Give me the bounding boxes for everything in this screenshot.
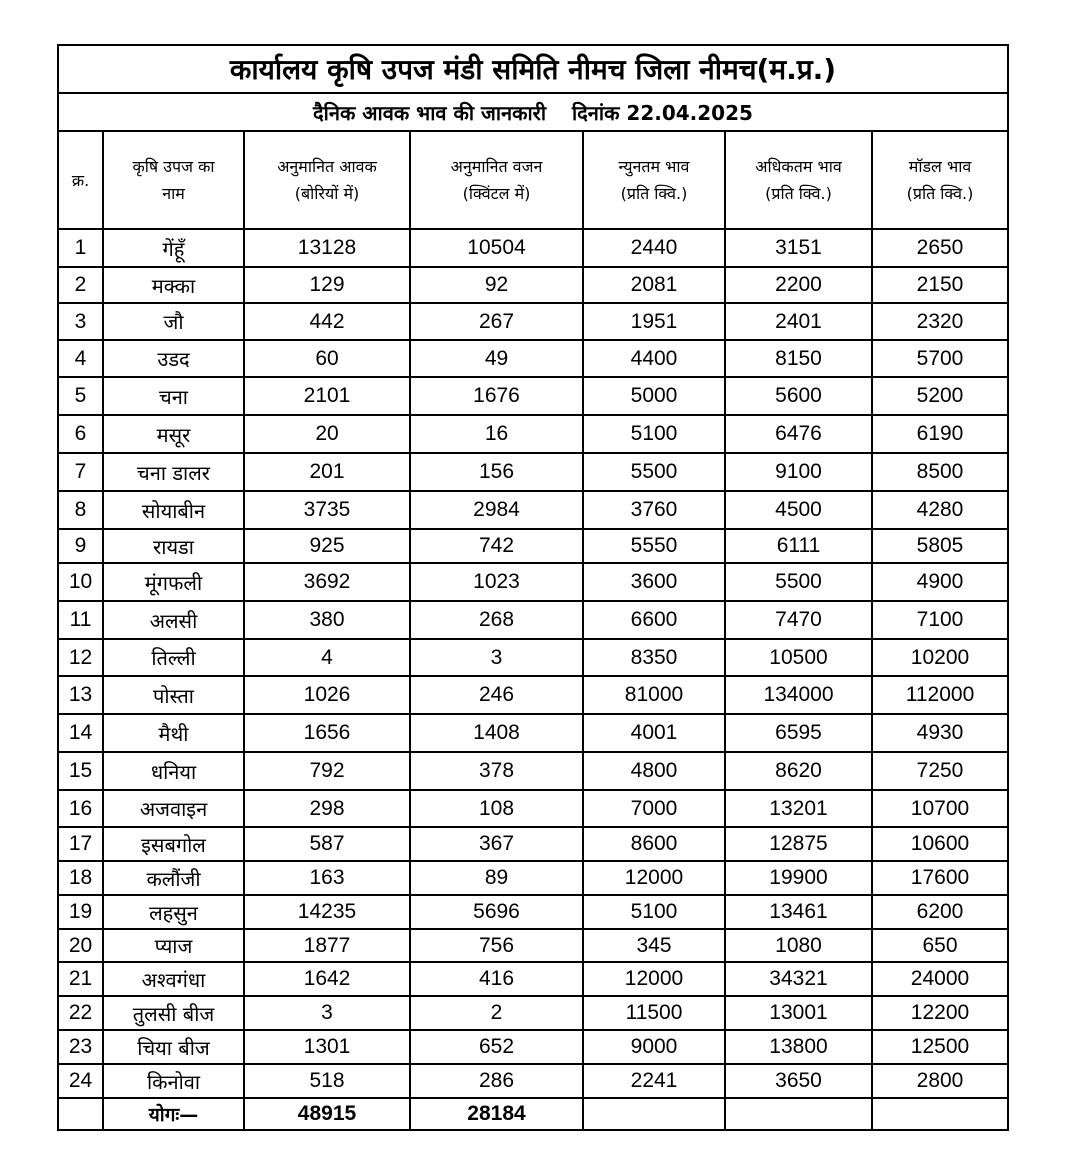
header-model-price: मॉडल भाव (प्रति क्वि.) <box>872 131 1008 229</box>
produce-name-cell: जौ <box>103 303 244 340</box>
min-price-cell: 2440 <box>583 229 725 267</box>
produce-name-cell: चना <box>103 377 244 415</box>
weight-cell: 268 <box>410 601 583 639</box>
table-row <box>58 752 1008 790</box>
weight-cell: 267 <box>410 303 583 340</box>
arrival-cell: 60 <box>244 340 410 377</box>
model-price-cell: 7100 <box>872 601 1008 639</box>
produce-name-cell: मैथी <box>103 714 244 752</box>
produce-name-cell: अजवाइन <box>103 790 244 827</box>
page-title: कार्यालय कृषि उपज मंडी समिति नीमच जिला नीमच(म.प्र.) <box>58 45 1008 93</box>
arrival-cell: 1656 <box>244 714 410 752</box>
arrival-cell: 1877 <box>244 929 410 962</box>
max-price-cell: 5500 <box>725 563 872 601</box>
arrival-cell: 129 <box>244 267 410 303</box>
header-serial: क्र. <box>58 131 103 229</box>
produce-name-cell: धनिया <box>103 752 244 790</box>
min-price-cell: 12000 <box>583 861 725 895</box>
mandi-rate-table <box>57 44 1009 1131</box>
serial-cell: 11 <box>58 601 103 639</box>
min-price-cell: 5000 <box>583 377 725 415</box>
min-price-cell: 3760 <box>583 491 725 529</box>
weight-cell: 246 <box>410 676 583 714</box>
model-price-cell: 24000 <box>872 962 1008 996</box>
serial-cell: 19 <box>58 895 103 929</box>
model-price-cell: 2320 <box>872 303 1008 340</box>
table-row <box>58 529 1008 563</box>
table-row <box>58 415 1008 453</box>
total-arrivals: 48915 <box>244 1098 410 1130</box>
table-row <box>58 1064 1008 1098</box>
model-price-cell: 112000 <box>872 676 1008 714</box>
max-price-cell: 34321 <box>725 962 872 996</box>
table-row <box>58 639 1008 676</box>
serial-cell: 1 <box>58 229 103 267</box>
serial-cell: 5 <box>58 377 103 415</box>
arrival-cell: 2101 <box>244 377 410 415</box>
min-price-cell: 5500 <box>583 453 725 491</box>
serial-cell: 10 <box>58 563 103 601</box>
model-price-cell: 10600 <box>872 827 1008 861</box>
produce-name-cell: तिल्ली <box>103 639 244 676</box>
min-price-cell: 3600 <box>583 563 725 601</box>
max-price-cell: 6595 <box>725 714 872 752</box>
max-price-cell: 3650 <box>725 1064 872 1098</box>
model-price-cell: 12200 <box>872 996 1008 1030</box>
serial-cell: 7 <box>58 453 103 491</box>
produce-name-cell: चिया बीज <box>103 1030 244 1064</box>
produce-name-cell: उडद <box>103 340 244 377</box>
max-price-cell: 13800 <box>725 1030 872 1064</box>
max-price-cell: 6111 <box>725 529 872 563</box>
table-row <box>58 491 1008 529</box>
max-price-cell: 13201 <box>725 790 872 827</box>
min-price-cell: 8350 <box>583 639 725 676</box>
max-price-cell: 1080 <box>725 929 872 962</box>
arrival-cell: 298 <box>244 790 410 827</box>
table-row <box>58 303 1008 340</box>
produce-name-cell: अश्वगंधा <box>103 962 244 996</box>
arrival-cell: 3692 <box>244 563 410 601</box>
arrival-cell: 14235 <box>244 895 410 929</box>
report-subtitle <box>58 93 1008 131</box>
model-price-cell: 8500 <box>872 453 1008 491</box>
produce-name-cell: लहसुन <box>103 895 244 929</box>
total-label: योगः— <box>103 1098 244 1130</box>
model-price-cell: 4900 <box>872 563 1008 601</box>
model-price-cell: 6190 <box>872 415 1008 453</box>
report-label: दैनिक आवक भाव की जानकारी <box>313 100 546 125</box>
table-row <box>58 827 1008 861</box>
serial-cell: 6 <box>58 415 103 453</box>
max-price-cell: 6476 <box>725 415 872 453</box>
min-price-cell: 12000 <box>583 962 725 996</box>
header-arrival-bags: अनुमानित आवक (बोरियों में) <box>244 131 410 229</box>
model-price-cell: 10200 <box>872 639 1008 676</box>
min-price-cell: 1951 <box>583 303 725 340</box>
model-price-cell: 5200 <box>872 377 1008 415</box>
min-price-cell: 5550 <box>583 529 725 563</box>
weight-cell: 367 <box>410 827 583 861</box>
table-row <box>58 861 1008 895</box>
max-price-cell: 10500 <box>725 639 872 676</box>
max-price-cell: 4500 <box>725 491 872 529</box>
total-empty-min <box>583 1098 725 1130</box>
model-price-cell: 2800 <box>872 1064 1008 1098</box>
serial-cell: 15 <box>58 752 103 790</box>
arrival-cell: 3735 <box>244 491 410 529</box>
max-price-cell: 8150 <box>725 340 872 377</box>
arrival-cell: 925 <box>244 529 410 563</box>
arrival-cell: 442 <box>244 303 410 340</box>
weight-cell: 10504 <box>410 229 583 267</box>
arrival-cell: 13128 <box>244 229 410 267</box>
min-price-cell: 4400 <box>583 340 725 377</box>
min-price-cell: 7000 <box>583 790 725 827</box>
serial-cell: 18 <box>58 861 103 895</box>
weight-cell: 92 <box>410 267 583 303</box>
table-row <box>58 453 1008 491</box>
header-produce-name: कृषि उपज का नाम <box>103 131 244 229</box>
model-price-cell: 12500 <box>872 1030 1008 1064</box>
max-price-cell: 12875 <box>725 827 872 861</box>
serial-cell: 3 <box>58 303 103 340</box>
serial-cell: 4 <box>58 340 103 377</box>
arrival-cell: 4 <box>244 639 410 676</box>
weight-cell: 1023 <box>410 563 583 601</box>
weight-cell: 5696 <box>410 895 583 929</box>
model-price-cell: 4930 <box>872 714 1008 752</box>
table-row <box>58 790 1008 827</box>
weight-cell: 1408 <box>410 714 583 752</box>
arrival-cell: 1026 <box>244 676 410 714</box>
weight-cell: 652 <box>410 1030 583 1064</box>
produce-name-cell: किनोवा <box>103 1064 244 1098</box>
model-price-cell: 650 <box>872 929 1008 962</box>
serial-cell: 8 <box>58 491 103 529</box>
report-date: दिनांक 22.04.2025 <box>572 100 753 125</box>
serial-cell: 14 <box>58 714 103 752</box>
table-row <box>58 377 1008 415</box>
table-row <box>58 340 1008 377</box>
model-price-cell: 7250 <box>872 752 1008 790</box>
serial-cell: 23 <box>58 1030 103 1064</box>
arrival-cell: 792 <box>244 752 410 790</box>
min-price-cell: 4001 <box>583 714 725 752</box>
arrival-cell: 20 <box>244 415 410 453</box>
table-row <box>58 929 1008 962</box>
arrival-cell: 587 <box>244 827 410 861</box>
max-price-cell: 134000 <box>725 676 872 714</box>
min-price-cell: 9000 <box>583 1030 725 1064</box>
min-price-cell: 2081 <box>583 267 725 303</box>
arrival-cell: 518 <box>244 1064 410 1098</box>
model-price-cell: 2650 <box>872 229 1008 267</box>
produce-name-cell: अलसी <box>103 601 244 639</box>
produce-name-cell: तुलसी बीज <box>103 996 244 1030</box>
model-price-cell: 4280 <box>872 491 1008 529</box>
max-price-cell: 7470 <box>725 601 872 639</box>
total-empty-max <box>725 1098 872 1130</box>
serial-cell: 20 <box>58 929 103 962</box>
weight-cell: 156 <box>410 453 583 491</box>
serial-cell: 24 <box>58 1064 103 1098</box>
max-price-cell: 3151 <box>725 229 872 267</box>
weight-cell: 89 <box>410 861 583 895</box>
min-price-cell: 345 <box>583 929 725 962</box>
serial-cell: 17 <box>58 827 103 861</box>
table-row <box>58 267 1008 303</box>
arrival-cell: 1301 <box>244 1030 410 1064</box>
weight-cell: 1676 <box>410 377 583 415</box>
weight-cell: 416 <box>410 962 583 996</box>
produce-name-cell: मक्का <box>103 267 244 303</box>
table-row <box>58 895 1008 929</box>
min-price-cell: 5100 <box>583 895 725 929</box>
arrival-cell: 3 <box>244 996 410 1030</box>
min-price-cell: 8600 <box>583 827 725 861</box>
produce-name-cell: मसूर <box>103 415 244 453</box>
header-max-price: अधिकतम भाव (प्रति क्वि.) <box>725 131 872 229</box>
max-price-cell: 13001 <box>725 996 872 1030</box>
max-price-cell: 8620 <box>725 752 872 790</box>
weight-cell: 742 <box>410 529 583 563</box>
produce-name-cell: पोस्ता <box>103 676 244 714</box>
min-price-cell: 4800 <box>583 752 725 790</box>
table-row <box>58 996 1008 1030</box>
serial-cell: 13 <box>58 676 103 714</box>
table-row <box>58 229 1008 267</box>
weight-cell: 49 <box>410 340 583 377</box>
produce-name-cell: चना डालर <box>103 453 244 491</box>
model-price-cell: 17600 <box>872 861 1008 895</box>
model-price-cell: 5805 <box>872 529 1008 563</box>
table-row <box>58 962 1008 996</box>
arrival-cell: 201 <box>244 453 410 491</box>
table-row <box>58 1030 1008 1064</box>
weight-cell: 2984 <box>410 491 583 529</box>
serial-cell: 2 <box>58 267 103 303</box>
max-price-cell: 5600 <box>725 377 872 415</box>
total-weight: 28184 <box>410 1098 583 1130</box>
min-price-cell: 2241 <box>583 1064 725 1098</box>
total-row <box>58 1098 1008 1130</box>
total-empty-model <box>872 1098 1008 1130</box>
model-price-cell: 5700 <box>872 340 1008 377</box>
model-price-cell: 6200 <box>872 895 1008 929</box>
min-price-cell: 6600 <box>583 601 725 639</box>
produce-name-cell: मूंगफली <box>103 563 244 601</box>
weight-cell: 108 <box>410 790 583 827</box>
produce-name-cell: इसबगोल <box>103 827 244 861</box>
weight-cell: 286 <box>410 1064 583 1098</box>
model-price-cell: 10700 <box>872 790 1008 827</box>
table-row <box>58 601 1008 639</box>
min-price-cell: 81000 <box>583 676 725 714</box>
produce-name-cell: प्याज <box>103 929 244 962</box>
weight-cell: 2 <box>410 996 583 1030</box>
min-price-cell: 5100 <box>583 415 725 453</box>
arrival-cell: 1642 <box>244 962 410 996</box>
max-price-cell: 13461 <box>725 895 872 929</box>
arrival-cell: 163 <box>244 861 410 895</box>
serial-cell: 22 <box>58 996 103 1030</box>
produce-name-cell: रायडा <box>103 529 244 563</box>
max-price-cell: 2200 <box>725 267 872 303</box>
weight-cell: 378 <box>410 752 583 790</box>
header-min-price: न्युनतम भाव (प्रति क्वि.) <box>583 131 725 229</box>
max-price-cell: 9100 <box>725 453 872 491</box>
max-price-cell: 19900 <box>725 861 872 895</box>
weight-cell: 3 <box>410 639 583 676</box>
produce-name-cell: गेंहूँ <box>103 229 244 267</box>
total-empty-serial <box>58 1098 103 1130</box>
weight-cell: 16 <box>410 415 583 453</box>
header-weight-quintal: अनुमानित वजन (क्विंटल में) <box>410 131 583 229</box>
table-row <box>58 676 1008 714</box>
table-header-row <box>58 131 1008 229</box>
produce-name-cell: कलौंजी <box>103 861 244 895</box>
produce-name-cell: सोयाबीन <box>103 491 244 529</box>
weight-cell: 756 <box>410 929 583 962</box>
serial-cell: 9 <box>58 529 103 563</box>
min-price-cell: 11500 <box>583 996 725 1030</box>
serial-cell: 16 <box>58 790 103 827</box>
model-price-cell: 2150 <box>872 267 1008 303</box>
max-price-cell: 2401 <box>725 303 872 340</box>
serial-cell: 12 <box>58 639 103 676</box>
table-row <box>58 714 1008 752</box>
table-row <box>58 563 1008 601</box>
arrival-cell: 380 <box>244 601 410 639</box>
serial-cell: 21 <box>58 962 103 996</box>
